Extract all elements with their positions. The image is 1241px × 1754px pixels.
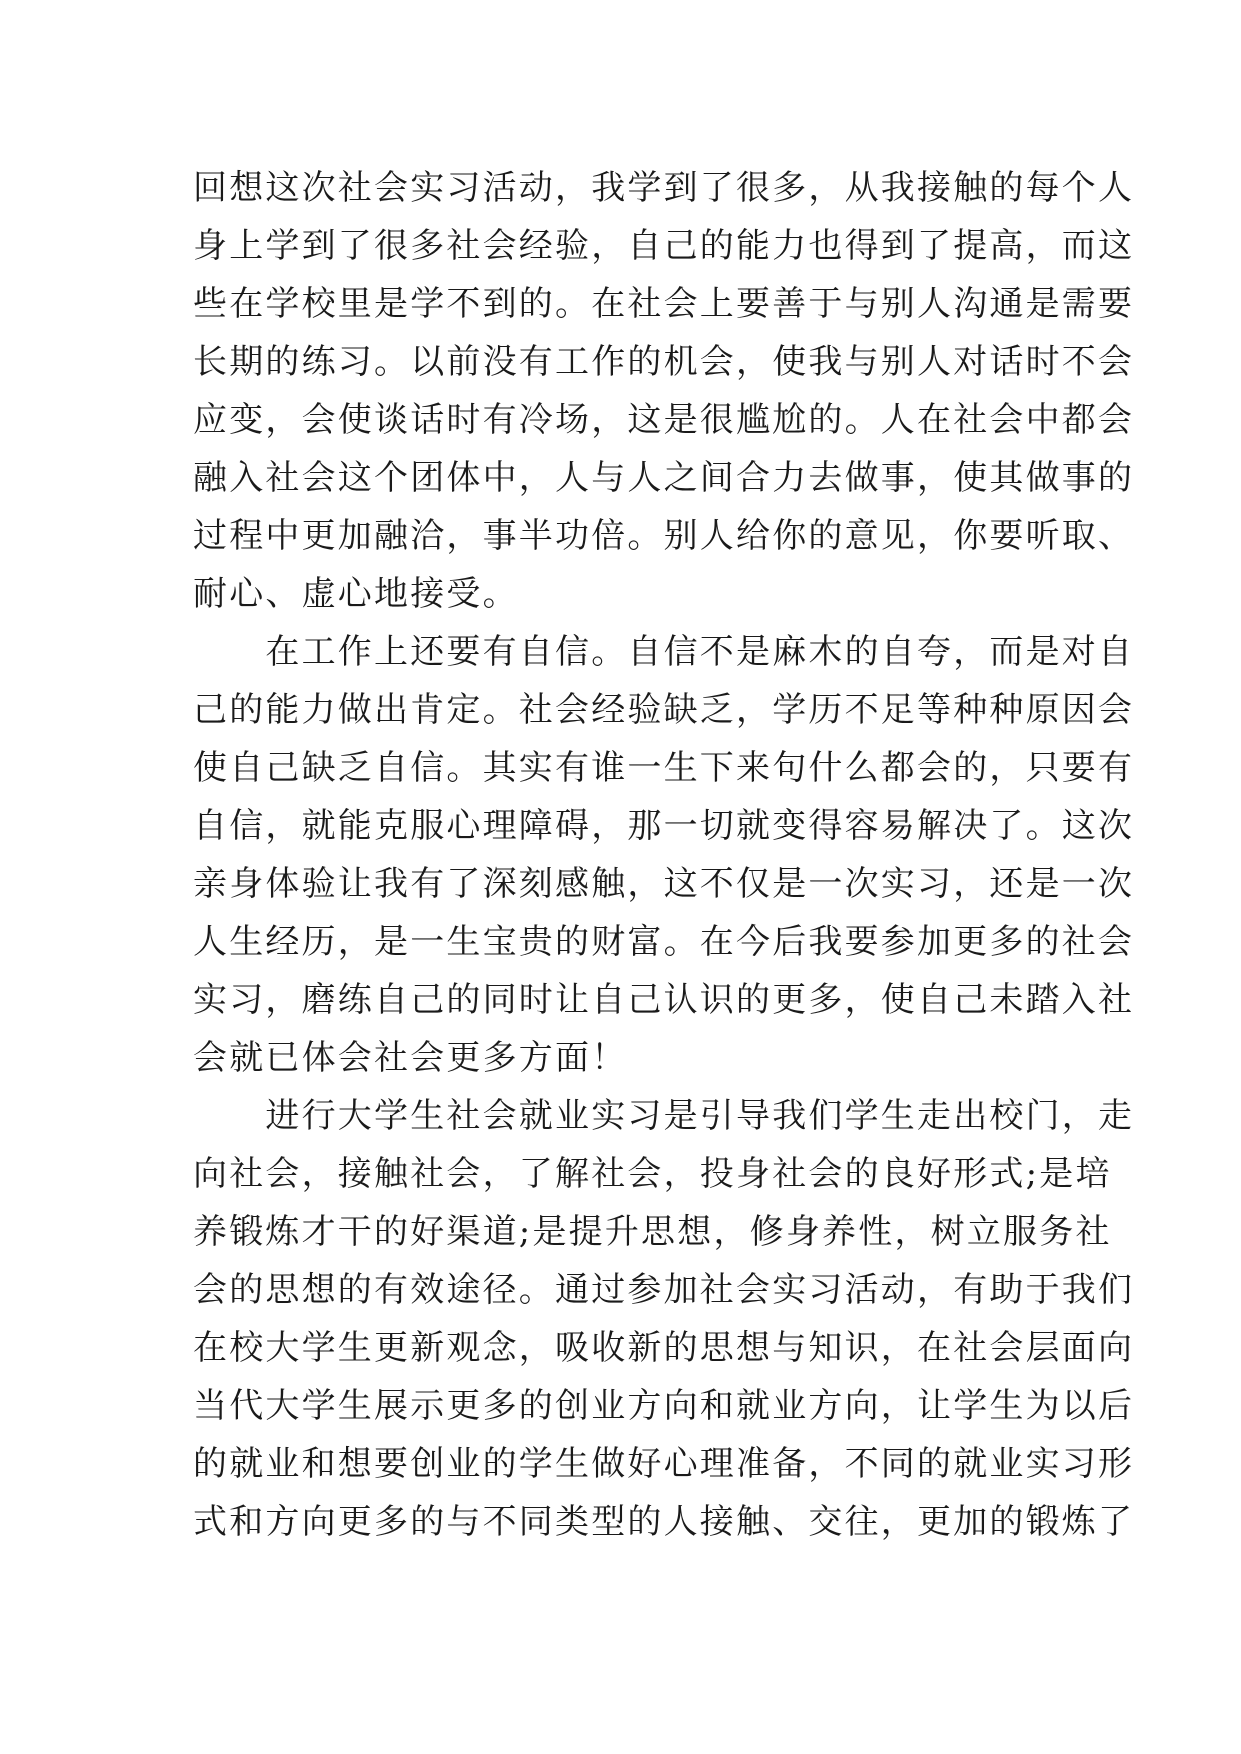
text-line: 使自己缺乏自信。其实有谁一生下来句什么都会的，只要有 <box>193 748 1135 788</box>
text-line: 应变，会使谈话时有冷场，这是很尴尬的。人在社会中都会 <box>193 400 1135 440</box>
text-line: 当代大学生展示更多的创业方向和就业方向，让学生为以后 <box>193 1386 1135 1426</box>
text-line: 向社会，接触社会，了解社会，投身社会的良好形式;是培 <box>193 1154 1112 1194</box>
document-body <box>193 159 1135 1551</box>
text-line: 融入社会这个团体中，人与人之间合力去做事，使其做事的 <box>193 458 1135 498</box>
text-line: 长期的练习。以前没有工作的机会，使我与别人对话时不会 <box>193 342 1135 382</box>
text-line: 亲身体验让我有了深刻感触，这不仅是一次实习，还是一次 <box>193 864 1135 904</box>
text-line: 式和方向更多的与不同类型的人接触、交往，更加的锻炼了 <box>193 1502 1135 1542</box>
text-line: 过程中更加融洽，事半功倍。别人给你的意见，你要听取、 <box>193 516 1135 556</box>
text-line: 的就业和想要创业的学生做好心理准备，不同的就业实习形 <box>193 1444 1135 1484</box>
paragraph-3 <box>193 1087 1135 1551</box>
text-line: 在工作上还要有自信。自信不是麻木的自夸，而是对自 <box>193 632 1135 672</box>
text-line: 自信，就能克服心理障碍，那一切就变得容易解决了。这次 <box>193 806 1135 846</box>
text-line: 耐心、虚心地接受。 <box>193 574 519 614</box>
text-line: 在校大学生更新观念，吸收新的思想与知识，在社会层面向 <box>193 1328 1135 1368</box>
paragraph-1 <box>193 159 1135 623</box>
text-line: 些在学校里是学不到的。在社会上要善于与别人沟通是需要 <box>193 284 1135 324</box>
text-line: 回想这次社会实习活动，我学到了很多，从我接触的每个人 <box>193 168 1135 208</box>
paragraph-2 <box>193 623 1135 1087</box>
text-line: 会的思想的有效途径。通过参加社会实习活动，有助于我们 <box>193 1270 1135 1310</box>
text-line: 身上学到了很多社会经验，自己的能力也得到了提高，而这 <box>193 226 1135 266</box>
text-line: 养锻炼才干的好渠道;是提升思想，修身养性，树立服务社 <box>193 1212 1112 1252</box>
text-line: 人生经历，是一生宝贵的财富。在今后我要参加更多的社会 <box>193 922 1135 962</box>
text-line: 己的能力做出肯定。社会经验缺乏，学历不足等种种原因会 <box>193 690 1135 730</box>
text-line: 实习，磨练自己的同时让自己认识的更多，使自己未踏入社 <box>193 980 1135 1020</box>
text-line: 进行大学生社会就业实习是引导我们学生走出校门，走 <box>193 1096 1135 1136</box>
text-line: 会就已体会社会更多方面！ <box>193 1038 628 1078</box>
